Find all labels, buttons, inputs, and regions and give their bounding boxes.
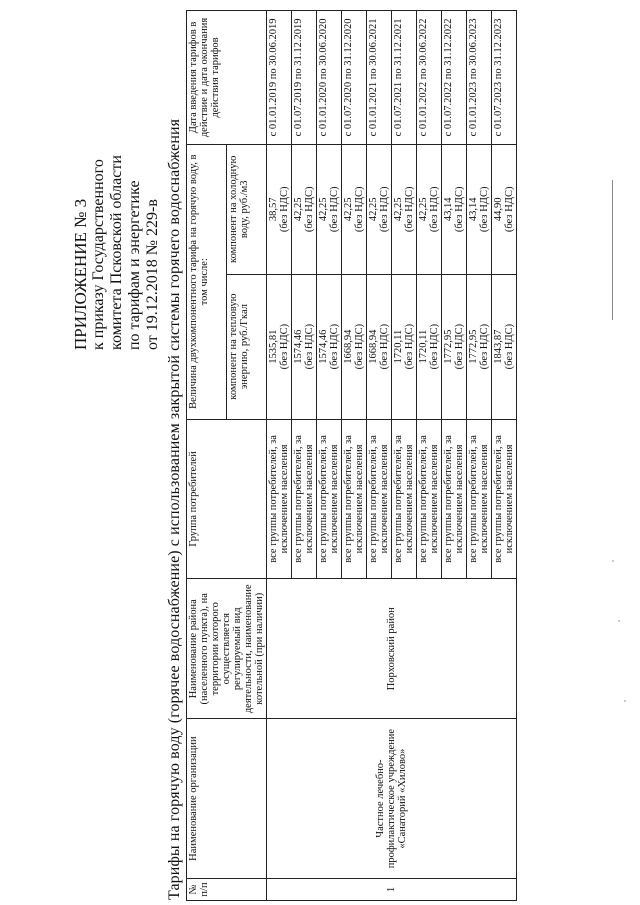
- date-cell: с 01.07.2022 по 31.12.2022: [442, 11, 467, 145]
- appendix-line: по тарифам и энергетике: [126, 180, 143, 350]
- header-row: [187, 11, 227, 901]
- tariff-table: [186, 10, 517, 901]
- heat-vat: (без НДС): [504, 323, 515, 370]
- group-cell: все группы потребителей, за исключением населения: [417, 419, 442, 579]
- heat-cell: [417, 274, 442, 419]
- heat-cell: [367, 274, 392, 419]
- water-cell: [342, 144, 367, 274]
- header-water: компонент на холодную воду, руб./м3: [227, 144, 267, 274]
- header-org: Наименование организации: [187, 719, 267, 879]
- heat-cell: [292, 274, 317, 419]
- group-cell: все группы потребителей, за исключением населения: [292, 419, 317, 579]
- water-cell: [267, 144, 292, 274]
- group-cell: все группы потребителей, за исключением населения: [367, 419, 392, 579]
- water-value: 42,25: [418, 197, 429, 222]
- scan-speck: [612, 560, 614, 562]
- heat-value: 1772,95: [468, 329, 479, 364]
- date-cell: с 01.01.2023 по 30.06.2023: [467, 11, 492, 145]
- heat-vat: (без НДС): [279, 323, 290, 370]
- date-cell: с 01.01.2020 по 30.06.2020: [317, 11, 342, 145]
- water-vat: (без НДС): [329, 186, 340, 233]
- header-heat: компонент на тепловую энергию, руб./Гкал: [227, 274, 267, 419]
- heat-cell: [267, 274, 292, 419]
- header-area: Наименование района (населенного пункта), на территории которого осуществляется регулируемый вид деятельности, наименование котельной (при наличии): [187, 579, 267, 719]
- water-cell: [417, 144, 442, 274]
- water-cell: [492, 144, 517, 274]
- organization-name: Частное лечебно-профилактическое учреждение «Санаторий «Хилово»: [267, 719, 517, 879]
- date-cell: с 01.01.2021 по 30.06.2021: [367, 11, 392, 145]
- heat-cell: [492, 274, 517, 419]
- heat-value: 1574,46: [293, 329, 304, 364]
- water-value: 42,25: [293, 197, 304, 222]
- appendix-block: [72, 20, 162, 350]
- heat-vat: (без НДС): [429, 323, 440, 370]
- date-cell: с 01.07.2023 по 31.12.2023: [492, 11, 517, 145]
- water-vat: (без НДС): [379, 186, 390, 233]
- water-vat: (без НДС): [479, 186, 490, 233]
- date-cell: с 01.01.2022 по 30.06.2022: [417, 11, 442, 145]
- water-value: 42,25: [318, 197, 329, 222]
- water-vat: (без НДС): [304, 186, 315, 233]
- appendix-title: ПРИЛОЖЕНИЕ № 3: [71, 198, 90, 350]
- group-cell: все группы потребителей, за исключением населения: [467, 419, 492, 579]
- heat-cell: [342, 274, 367, 419]
- water-cell: [367, 144, 392, 274]
- water-cell: [442, 144, 467, 274]
- scan-speck: [624, 700, 626, 702]
- heat-value: 1720,11: [393, 329, 404, 364]
- group-cell: все группы потребителей, за исключением населения: [392, 419, 417, 579]
- header-num: № п/п: [187, 879, 267, 901]
- heat-vat: (без НДС): [479, 323, 490, 370]
- heat-value: 1668,94: [368, 329, 379, 364]
- header-group: Группа потребителей: [187, 419, 267, 579]
- heat-cell: [442, 274, 467, 419]
- water-vat: (без НДС): [404, 186, 415, 233]
- table-body: [267, 11, 517, 901]
- date-cell: с 01.07.2019 по 31.12.2019: [292, 11, 317, 145]
- water-vat: (без НДС): [279, 186, 290, 233]
- water-value: 43,14: [443, 197, 454, 222]
- scan-line: [612, 180, 613, 320]
- water-value: 42,25: [393, 197, 404, 222]
- water-value: 44,90: [493, 197, 504, 222]
- scan-speck: [618, 620, 620, 622]
- heat-value: 1720,11: [418, 329, 429, 364]
- heat-vat: (без НДС): [454, 323, 465, 370]
- date-cell: с 01.01.2019 по 30.06.2019: [267, 11, 292, 145]
- appendix-line: к приказу Государственного: [90, 159, 107, 350]
- group-cell: все группы потребителей, за исключением населения: [267, 419, 292, 579]
- water-value: 38,57: [268, 197, 279, 222]
- water-value: 42,25: [343, 197, 354, 222]
- water-value: 43,14: [468, 197, 479, 222]
- heat-vat: (без НДС): [379, 323, 390, 370]
- heat-value: 1535,81: [268, 329, 279, 364]
- water-cell: [467, 144, 492, 274]
- date-cell: с 01.07.2020 по 31.12.2020: [342, 11, 367, 145]
- group-cell: все группы потребителей, за исключением населения: [317, 419, 342, 579]
- heat-cell: [467, 274, 492, 419]
- heat-value: 1772,95: [443, 329, 454, 364]
- heat-vat: (без НДС): [304, 323, 315, 370]
- header-tariff: Величина двухкомпонентного тарифа на горячую воду, в том числе:: [187, 144, 227, 419]
- group-cell: все группы потребителей, за исключением населения: [492, 419, 517, 579]
- heat-vat: (без НДС): [404, 323, 415, 370]
- water-vat: (без НДС): [504, 186, 515, 233]
- row-number: 1: [267, 879, 517, 901]
- water-cell: [292, 144, 317, 274]
- water-value: 42,25: [368, 197, 379, 222]
- heat-value: 1668,94: [343, 329, 354, 364]
- water-vat: (без НДС): [454, 186, 465, 233]
- appendix-line: комитета Псковской области: [108, 155, 125, 350]
- document-title: Тарифы на горячую воду (горячее водоснабжение) с использованием закрытой системы горячего водоснабжения: [166, 118, 183, 900]
- heat-value: 1843,87: [493, 329, 504, 364]
- heat-cell: [392, 274, 417, 419]
- heat-vat: (без НДС): [354, 323, 365, 370]
- heat-cell: [317, 274, 342, 419]
- table-row: [267, 11, 292, 901]
- water-cell: [317, 144, 342, 274]
- group-cell: все группы потребителей, за исключением населения: [342, 419, 367, 579]
- water-cell: [392, 144, 417, 274]
- heat-value: 1574,46: [318, 329, 329, 364]
- appendix-line: от 19.12.2018 № 229-в: [144, 199, 161, 350]
- water-vat: (без НДС): [354, 186, 365, 233]
- date-cell: с 01.07.2021 по 31.12.2021: [392, 11, 417, 145]
- group-cell: все группы потребителей, за исключением населения: [442, 419, 467, 579]
- heat-vat: (без НДС): [329, 323, 340, 370]
- area-name: Порховский район: [267, 579, 517, 719]
- header-date: Дата введения тарифов в действие и дата окончания действия тарифов: [187, 11, 267, 145]
- water-vat: (без НДС): [429, 186, 440, 233]
